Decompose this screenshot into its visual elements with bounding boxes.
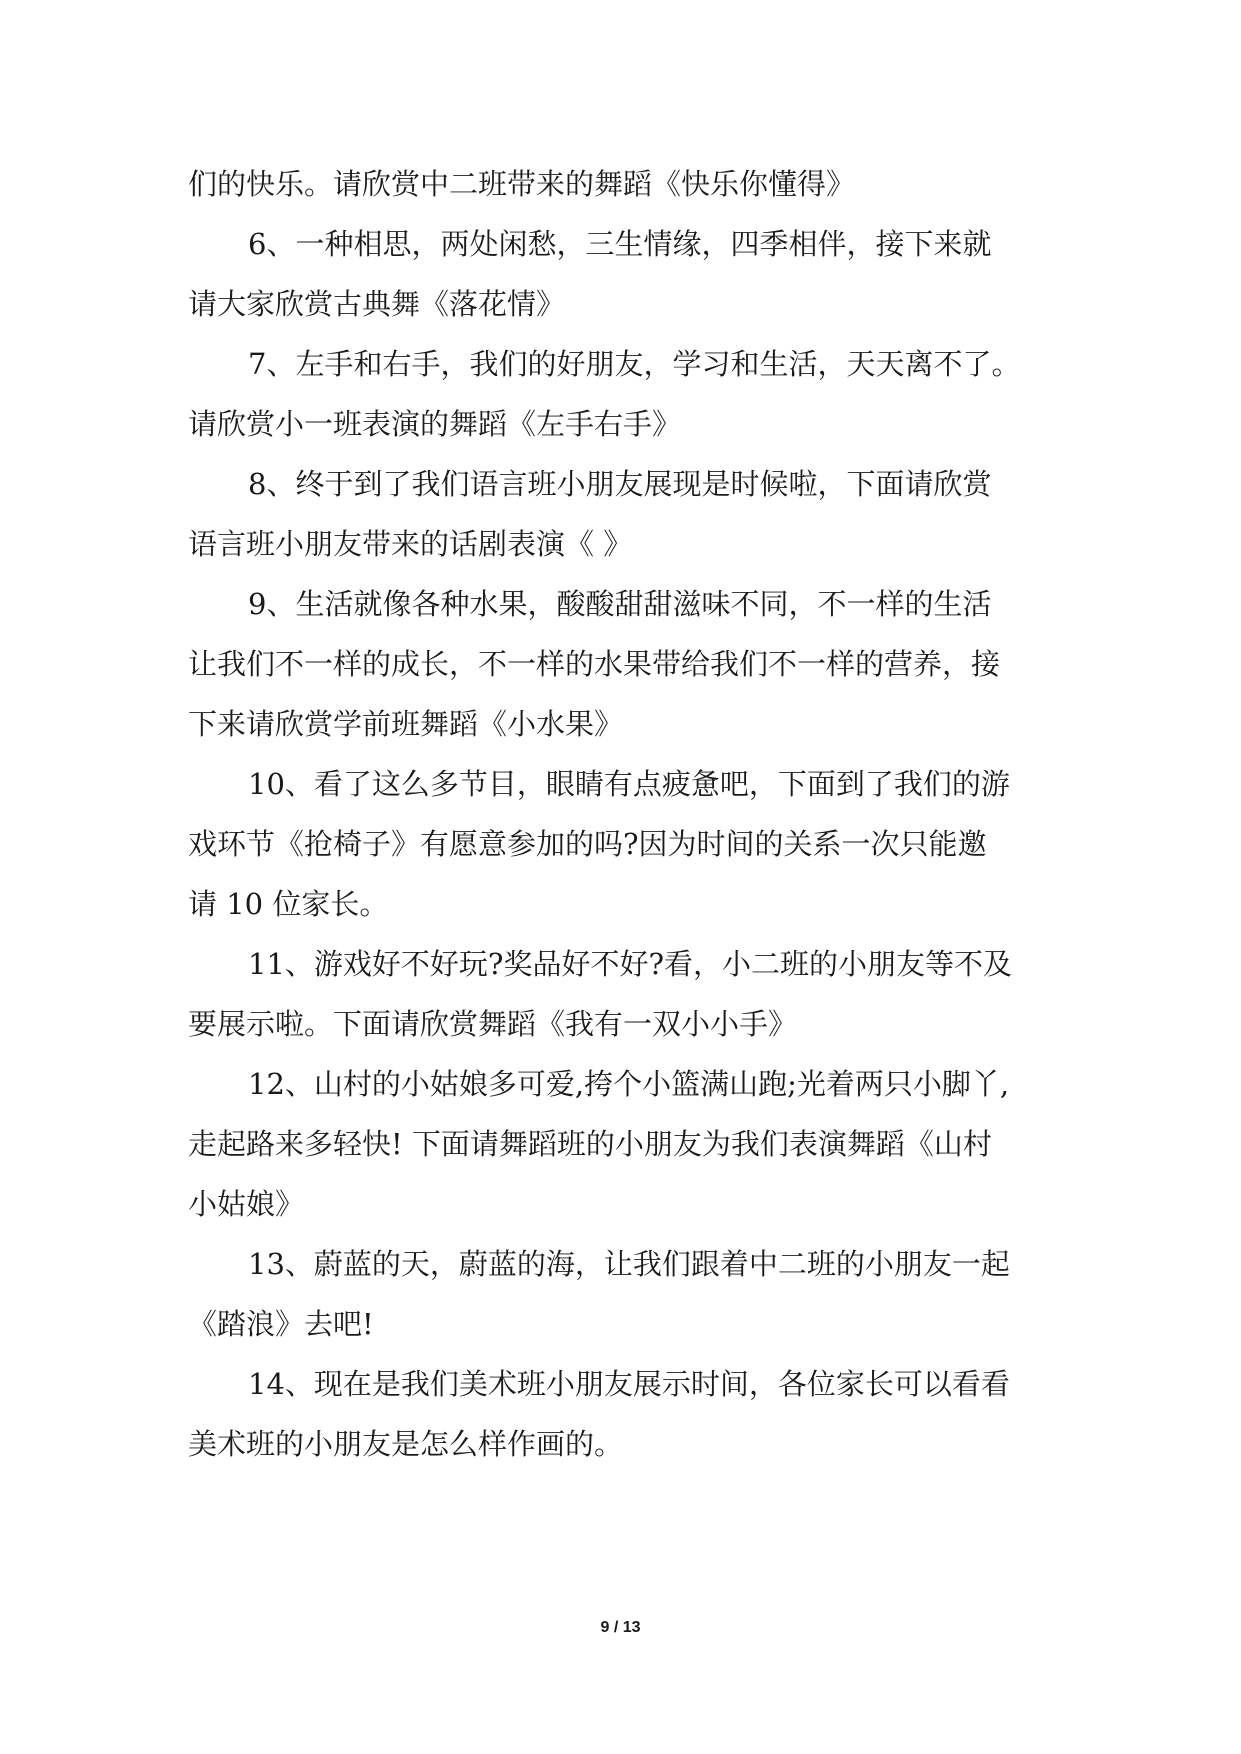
paragraph-item-7-line-1: 7、左手和右手，我们的好朋友，学习和生活，天天离不了。 bbox=[248, 347, 1021, 381]
paragraph-item-11-line-1: 11、游戏好不好玩?奖品好不好?看，小二班的小朋友等不及 bbox=[248, 947, 1012, 981]
paragraph-item-6-line-2: 请大家欣赏古典舞《落花情》 bbox=[188, 287, 566, 321]
paragraph-item-12-line-1: 12、山村的小姑娘多可爱,挎个小篮满山跑;光着两只小脚丫, bbox=[248, 1067, 1010, 1101]
paragraph-item-10-line-2: 戏环节《抢椅子》有愿意参加的吗?因为时间的关系一次只能邀 bbox=[188, 827, 987, 861]
paragraph-item-8-line-2: 语言班小朋友带来的话剧表演《 》 bbox=[188, 527, 633, 561]
paragraph-item-11-line-2: 要展示啦。下面请欣赏舞蹈《我有一双小小手》 bbox=[188, 1007, 798, 1041]
paragraph-item-9-line-2: 让我们不一样的成长，不一样的水果带给我们不一样的营养，接 bbox=[188, 647, 1001, 681]
paragraph-item-14-line-2: 美术班的小朋友是怎么样作画的。 bbox=[188, 1427, 624, 1461]
paragraph-item-13-line-1: 13、蔚蓝的天，蔚蓝的海，让我们跟着中二班的小朋友一起 bbox=[248, 1247, 1010, 1281]
paragraph-item-6-line-1: 6、一种相思，两处闲愁，三生情缘，四季相伴，接下来就 bbox=[248, 227, 992, 261]
paragraph-item-12-line-2: 走起路来多轻快! 下面请舞蹈班的小朋友为我们表演舞蹈《山村 bbox=[188, 1127, 992, 1161]
paragraph-item-10-line-1: 10、看了这么多节目，眼睛有点疲惫吧，下面到了我们的游 bbox=[248, 767, 1010, 801]
paragraph-item-10-line-3: 请 10 位家长。 bbox=[188, 887, 389, 921]
paragraph-item-9-line-1: 9、生活就像各种水果，酸酸甜甜滋味不同，不一样的生活 bbox=[248, 587, 992, 621]
paragraph-item-12-line-3: 小姑娘》 bbox=[188, 1187, 305, 1221]
paragraph-item-8-line-1: 8、终于到了我们语言班小朋友展现是时候啦，下面请欣赏 bbox=[248, 467, 992, 501]
paragraph-item-7-line-2: 请欣赏小一班表演的舞蹈《左手右手》 bbox=[188, 407, 682, 441]
paragraph-item-9-line-3: 下来请欣赏学前班舞蹈《小水果》 bbox=[188, 707, 624, 741]
text-line: 们的快乐。请欣赏中二班带来的舞蹈《快乐你懂得》 bbox=[188, 167, 856, 201]
page-number: 9 / 13 bbox=[600, 1619, 641, 1636]
paragraph-item-14-line-1: 14、现在是我们美术班小朋友展示时间，各位家长可以看看 bbox=[248, 1367, 1010, 1401]
paragraph-item-13-line-2: 《踏浪》去吧! bbox=[188, 1307, 374, 1341]
